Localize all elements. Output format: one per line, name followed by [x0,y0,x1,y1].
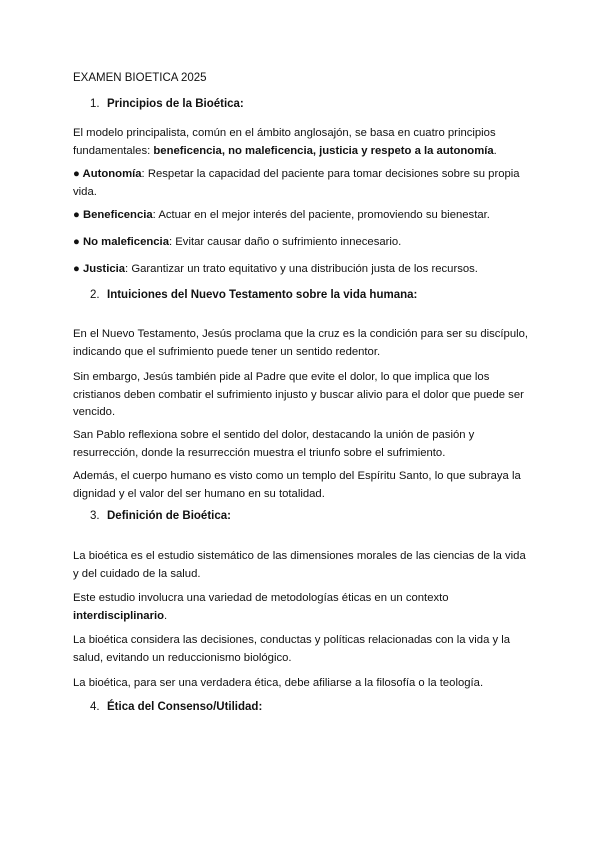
section-1-heading [90,98,244,110]
intro-end: . [493,144,497,157]
section-title: Principios de la Bioética: [107,98,244,110]
bullet-text: : Actuar en el mejor interés del paciente, promoviendo su bienestar. [152,209,490,221]
intro-principles: beneficencia, no maleficencia, justicia y respeto a la autonomía [153,144,494,157]
section-3-heading [90,510,231,522]
bullet-term: ● Beneficencia [73,209,153,221]
section-3-paragraph: La bioética, para ser una verdadera ética, debe afiliarse a la filosofía o la teología. [73,677,484,689]
bullet-text: : Garantizar un trato equitativo y una distribución justa de los recursos. [125,263,478,275]
section-number: 1. [90,98,100,110]
section-title: Ética del Consenso/Utilidad: [107,701,263,713]
paragraph-text: Este estudio involucra una variedad de metodologías éticas en un contexto [73,592,449,604]
section-title: Intuiciones del Nuevo Testamento sobre la vida humana: [107,289,418,301]
bullet-autonomia [73,166,533,201]
section-4-heading [90,701,262,713]
section-3-paragraph [73,590,533,625]
section-2-paragraph: En el Nuevo Testamento, Jesús proclama que la cruz es la condición para ser su discípulo, indicando que el sufrimiento puede tener un sentido redentor. [73,328,529,358]
section-2-paragraph: San Pablo reflexiona sobre el sentido del dolor, destacando la unión de pasión y resurrección, donde la resurrección muestra el triunfo sobre el sufrimiento. [73,429,475,459]
section-2-heading [90,289,417,301]
bullet-term: ● Justicia [73,263,126,275]
document-title: EXAMEN BIOETICA 2025 [73,72,207,84]
paragraph-bold: interdisciplinario [73,609,165,622]
section-3-paragraph: La bioética considera las decisiones, conductas y políticas relacionadas con la vida y la salud, evitando un reduccionismo biológico. [73,634,511,664]
paragraph-end: . [164,609,168,622]
bullet-text: : Respetar la capacidad del paciente para tomar decisiones sobre su propia vida. [73,168,520,198]
section-3-paragraph: La bioética es el estudio sistemático de las dimensiones morales de las ciencias de la vida y del cuidado de la salud. [73,550,526,580]
section-1-intro [73,125,533,160]
bullet-justicia [73,261,533,279]
bullet-no-maleficencia [73,234,533,252]
intro-text: El modelo principalista, común en el ámbito anglosajón, se basa en cuatro principios fundamentales: [73,127,496,157]
section-number: 4. [90,701,100,713]
section-title: Definición de Bioética: [107,510,231,522]
section-number: 3. [90,510,100,522]
bullet-beneficencia [73,207,533,225]
section-number: 2. [90,289,100,301]
bullet-term: ● Autonomía [73,168,142,180]
section-2-paragraph: Sin embargo, Jesús también pide al Padre que evite el dolor, lo que implica que los cristianos deben combatir el sufrimiento injusto y buscar alivio para el dolor que puede ser vencido. [73,371,524,418]
bullet-text: : Evitar causar daño o sufrimiento innecesario. [168,236,402,248]
bullet-term: ● No maleficencia [73,236,169,248]
section-2-paragraph: Además, el cuerpo humano es visto como un templo del Espíritu Santo, lo que subraya la dignidad y el valor del ser humano en su totalidad. [73,470,521,500]
